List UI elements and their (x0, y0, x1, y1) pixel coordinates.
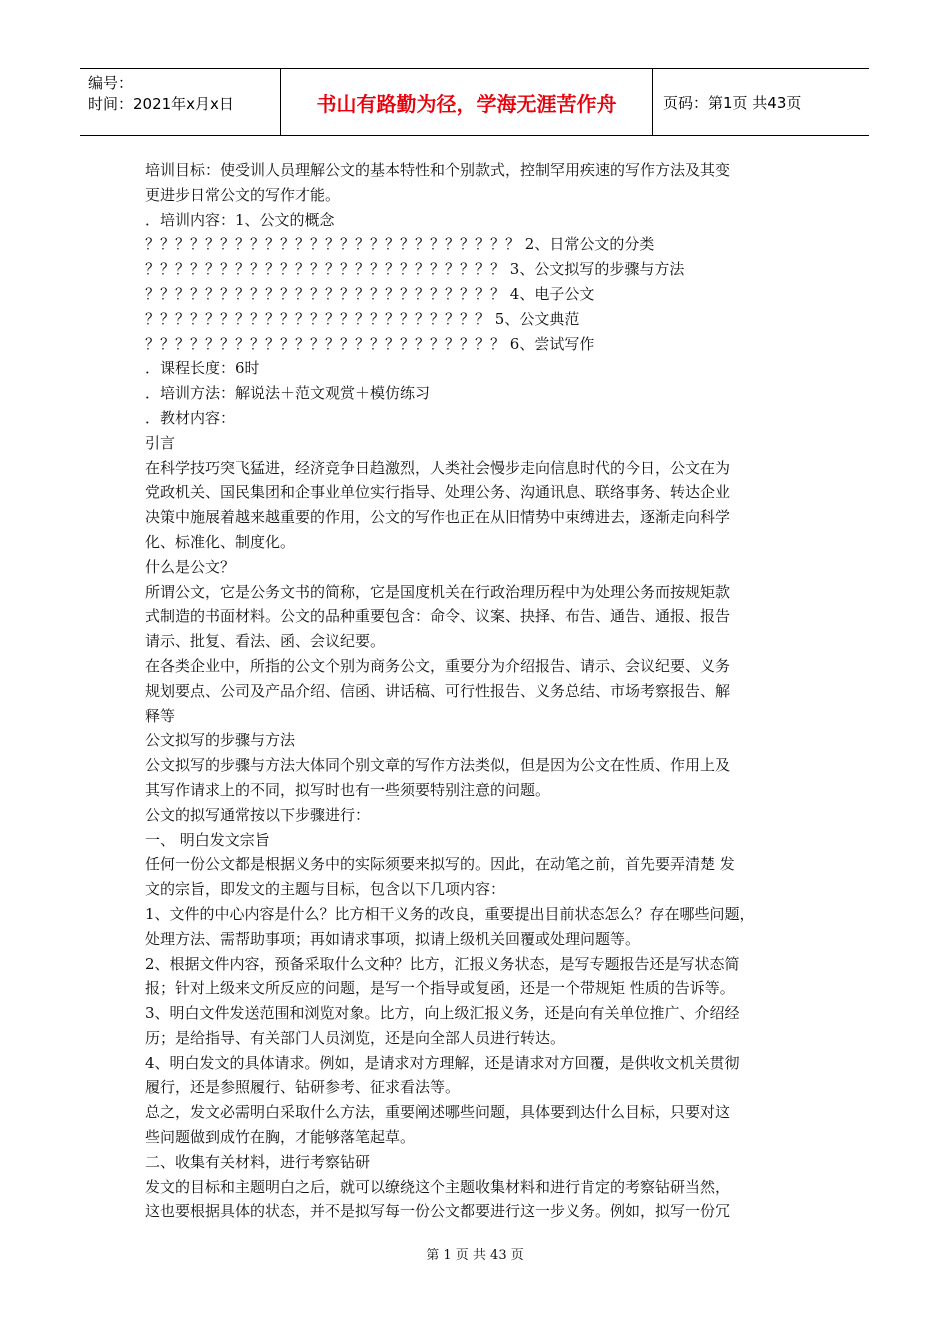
body-line: 引言 (145, 433, 176, 452)
page-footer: 第 1 页 共 43 页 (426, 1248, 524, 1263)
body-line: 总之，发文必需明白采取什么方法，重要阐述哪些问题，具体要到达什么目标，只要对这 (145, 1103, 731, 1122)
body-line: 在各类企业中，所指的公文个别为商务公文，重要分为介绍报告、请示、会议纪要、义务 (145, 656, 731, 675)
body-line: ？？？？？？？？？？？？？？？？？？？？？？？？？ 2、日常公文的分类 (145, 235, 655, 254)
body-line: 文的宗旨，即发文的主题与目标，包含以下几项内容： (145, 880, 506, 899)
body-line: ．培训方法：解说法＋范文观赏＋模仿练习 (145, 384, 431, 403)
body-line: ？？？？？？？？？？？？？？？？？？？？？？？ 5、公文典范 (145, 309, 580, 328)
body-line: 报；针对上级来文所反应的问题，是写一个指导或复函，还是一个带规矩 性质的告诉等。 (145, 979, 735, 998)
body-line: 发文的目标和主题明白之后，就可以缭绕这个主题收集材料和进行肯定的考察钻研当然， (145, 1177, 731, 1196)
body-line: 二、收集有关材料，进行考察钻研 (145, 1152, 371, 1171)
body-line: 其写作请求上的不同，拟写时也有一些须要特别注意的问题。 (145, 780, 551, 799)
body-line: 党政机关、国民集团和企事业单位实行指导、处理公务、沟通讯息、联络事务、转达企业 (145, 483, 731, 502)
body-line: 这也要根据具体的状态，并不是拟写每一份公文都要进行这一步义务。例如，拟写一份冗 (145, 1202, 731, 1221)
body-line: 请示、批复、看法、函、会议纪要。 (145, 632, 386, 651)
body-line: 履行，还是参照履行、钻研参考、征求看法等。 (145, 1078, 461, 1097)
body-line: 一、 明白发文宗旨 (145, 830, 270, 849)
body-line: 任何一份公文都是根据义务中的实际须要来拟写的。因此，在动笔之前，首先要弄清楚 发 (145, 855, 735, 874)
header-motto: 书山有路勤为径，学海无涯苦作舟 (281, 69, 653, 135)
body-line: 在科学技巧突飞猛进，经济竞争日趋激烈，人类社会慢步走向信息时代的今日，公文在为 (145, 458, 731, 477)
body-line: ．教材内容： (145, 408, 236, 427)
body-line: 化、标准化、制度化。 (145, 532, 296, 551)
body-line: 培训目标：使受训人员理解公文的基本特性和个别款式，控制罕用疾速的写作方法及其变 (145, 161, 731, 179)
body-line: 1、文件的中心内容是什么？比方相干义务的改良，重要提出目前状态怎么？存在哪些问题， (145, 904, 755, 923)
body-line: 规划要点、公司及产品介绍、信函、讲话稿、可行性报告、义务总结、市场考察报告、解 (145, 681, 731, 700)
header-page-info: 页码：第1页 共43页 (663, 93, 802, 112)
body-line: 公文拟写的步骤与方法大体同个别文章的写作方法类似，但是因为公文在性质、作用上及 (145, 756, 731, 775)
body-line: 4、明白发文的具体请求。例如，是请求对方理解，还是请求对方回覆，是供收文机关贯彻 (145, 1053, 740, 1072)
body-line: 决策中施展着越来越重要的作用，公文的写作也正在从旧情势中束缚进去，逐渐走向科学 (145, 508, 731, 527)
header-left-cell (80, 69, 281, 135)
body-line: ？？？？？？？？？？？？？？？？？？？？？？？？ 6、尝试写作 (145, 334, 595, 353)
body-line: 公文的拟写通常按以下步骤进行： (145, 805, 371, 824)
body-line: 更进步日常公文的写作才能。 (145, 185, 341, 204)
page-header (80, 68, 869, 136)
body-line: 释等 (145, 706, 176, 725)
body-line: 3、明白文件发送范围和浏览对象。比方，向上级汇报义务，还是向有关单位推广、介绍经 (145, 1004, 740, 1023)
document-date-label: 时间：2021年x月x日 (88, 95, 234, 113)
body-line: 处理方法、需帮助事项；再如请求事项，拟请上级机关回覆或处理问题等。 (145, 929, 641, 948)
body-line: ？？？？？？？？？？？？？？？？？？？？？？？？ 3、公文拟写的步骤与方法 (145, 260, 685, 279)
body-line: 式制造的书面材料。公文的品种重要包含：命令、议案、抉择、布告、通告、通报、报告 (145, 607, 731, 626)
document-body (145, 158, 815, 1224)
body-line: 2、根据文件内容，预备采取什么文种？比方，汇报义务状态，是写专题报告还是写状态简 (145, 954, 740, 973)
body-line: 所谓公文，它是公务文书的简称，它是国度机关在行政治理历程中为处理公务而按规矩款 (145, 582, 731, 601)
document-number-label: 编号： (88, 74, 134, 92)
body-line: 历；是给指导、有关部门人员浏览，还是向全部人员进行转达。 (145, 1028, 566, 1047)
body-line: 什么是公文？ (145, 557, 236, 576)
body-line: 些问题做到成竹在胸，才能够落笔起草。 (145, 1128, 416, 1147)
body-line: 公文拟写的步骤与方法 (145, 731, 296, 750)
body-line: ．培训内容：1、公文的概念 (145, 210, 335, 229)
body-line: ？？？？？？？？？？？？？？？？？？？？？？？？ 4、电子公文 (145, 284, 595, 303)
body-line: ．课程长度：6时 (145, 359, 260, 378)
